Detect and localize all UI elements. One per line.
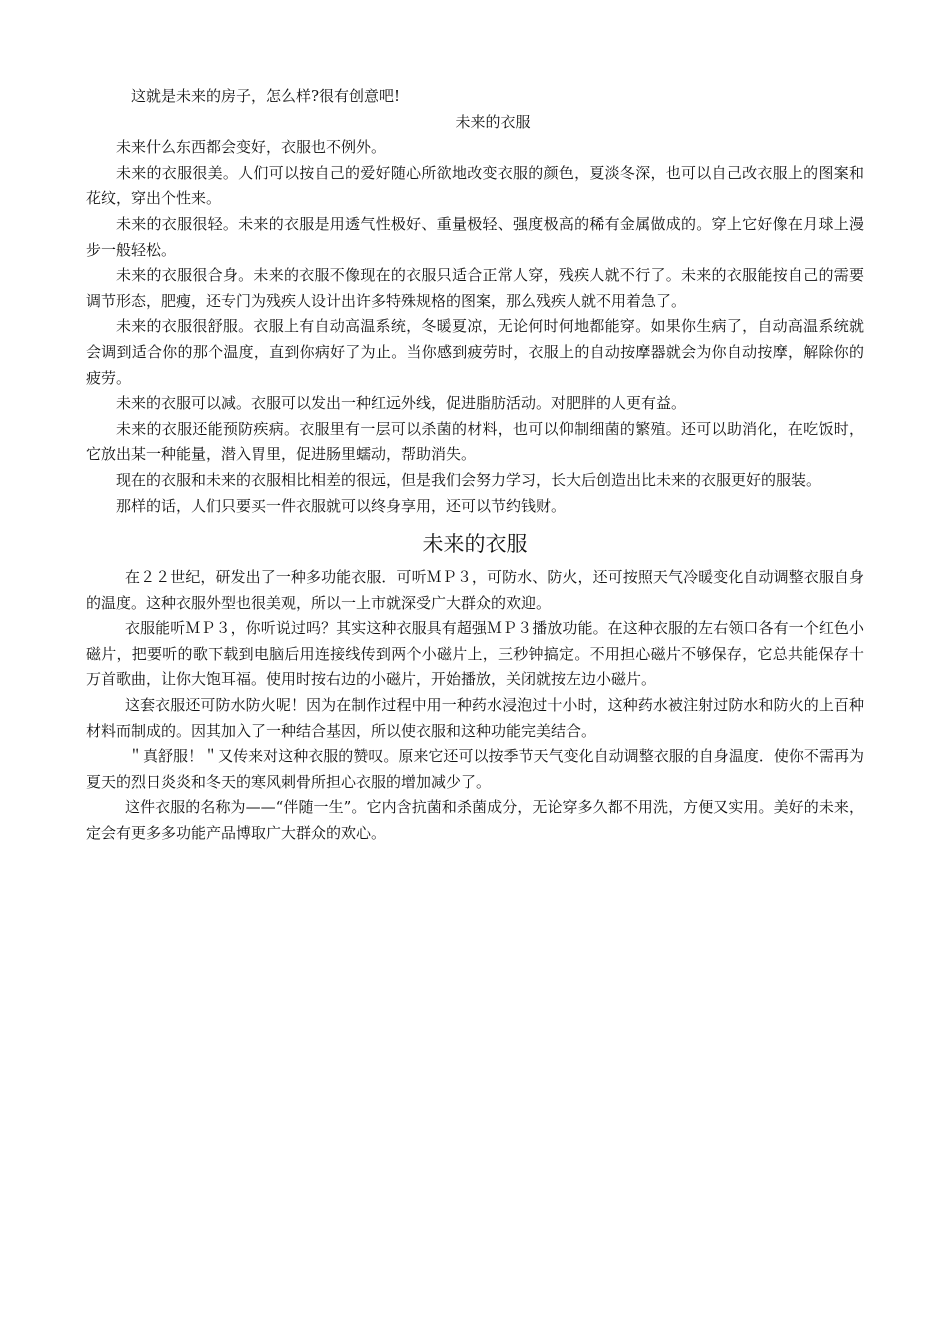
- paragraph: 未来的衣服很轻。未来的衣服是用透气性极好、重量极轻、强度极高的稀有金属做成的。穿上它好像在月球上漫步一般轻松。: [86, 214, 864, 259]
- paragraph: 未来的衣服很美。人们可以按自己的爱好随心所欲地改变衣服的颜色，夏淡冬深，也可以自己改衣服上的图案和花纹，穿出个性来。: [86, 163, 864, 208]
- document-page: [86, 84, 864, 847]
- section-2-title: 未来的衣服: [422, 532, 528, 557]
- paragraph: 未来的衣服还能预防疾病。衣服里有一层可以杀菌的材料，也可以仰制细菌的繁殖。还可以助消化，在吃饭时，它放出某一种能量，潜入胃里，促进肠里蠕动，帮助消失。: [86, 419, 864, 464]
- paragraph: 衣服能听ＭＰ３，你听说过吗？其实这种衣服具有超强ＭＰ３播放功能。在这种衣服的左右领口各有一个红色小磁片，把要听的歌下载到电脑后用连接线传到两个小磁片上，三秒钟搞定。不用担心磁片不够保存，它总共能保存十万首歌曲，让你大饱耳福。使用时按右边的小磁片，开始播放，关闭就按左边小磁片。: [86, 619, 864, 689]
- paragraph: 这套衣服还可防水防火呢！因为在制作过程中用一种药水浸泡过十小时，这种药水被注射过防水和防火的上百种材料而制成的。因其加入了一种结合基因，所以使衣服和这种功能完美结合。: [86, 696, 864, 740]
- section-1-title: 未来的衣服: [455, 112, 531, 131]
- paragraph: ＂真舒服！＂又传来对这种衣服的赞叹。原来它还可以按季节天气变化自动调整衣服的自身温度．使你不需再为夏天的烈日炎炎和冬天的寒风刺骨所担心衣服的增加减少了。: [86, 747, 864, 791]
- paragraph: 未来什么东西都会变好，衣服也不例外。: [116, 138, 387, 157]
- essay-section-2: [86, 529, 864, 847]
- paragraph: 这件衣服的名称为——“伴随一生”。它内含抗菌和杀菌成分，无论穿多久都不用洗，方便又实用。美好的未来，定会有更多多功能产品博取广大群众的欢心。: [86, 798, 864, 843]
- intro-line: 这就是未来的房子，怎么样?很有创意吧!: [131, 87, 401, 105]
- paragraph: 未来的衣服可以减。衣服可以发出一种红远外线，促进脂肪活动。对肥胖的人更有益。: [116, 394, 687, 413]
- paragraph: 未来的衣服很舒服。衣服上有自动高温系统，冬暖夏凉，无论何时何地都能穿。如果你生病了，自动高温系统就会调到适合你的那个温度，直到你病好了为止。当你感到疲劳时，衣服上的自动按摩器就会为你自动按摩，解除你的疲劳。: [86, 317, 864, 387]
- paragraph: 在２２世纪，研发出了一种多功能衣服．可听ＭＰ３，可防水、防火，还可按照天气冷暖变化自动调整衣服自身的温度。这种衣服外型也很美观，所以一上市就深受广大群众的欢迎。: [86, 568, 864, 612]
- paragraph: 现在的衣服和未来的衣服相比相差的很远，但是我们会努力学习，长大后创造出比未来的衣服更好的服装。: [116, 470, 822, 489]
- paragraph: 那样的话，人们只要买一件衣服就可以终身享用，还可以节约钱财。: [116, 496, 567, 515]
- essay-section-1: [86, 84, 864, 519]
- paragraph: 未来的衣服很合身。未来的衣服不像现在的衣服只适合正常人穿，残疾人就不行了。未来的衣服能按自己的需要调节形态，肥瘦，还专门为残疾人设计出许多特殊规格的图案，那么残疾人就不用着急了。: [86, 266, 864, 310]
